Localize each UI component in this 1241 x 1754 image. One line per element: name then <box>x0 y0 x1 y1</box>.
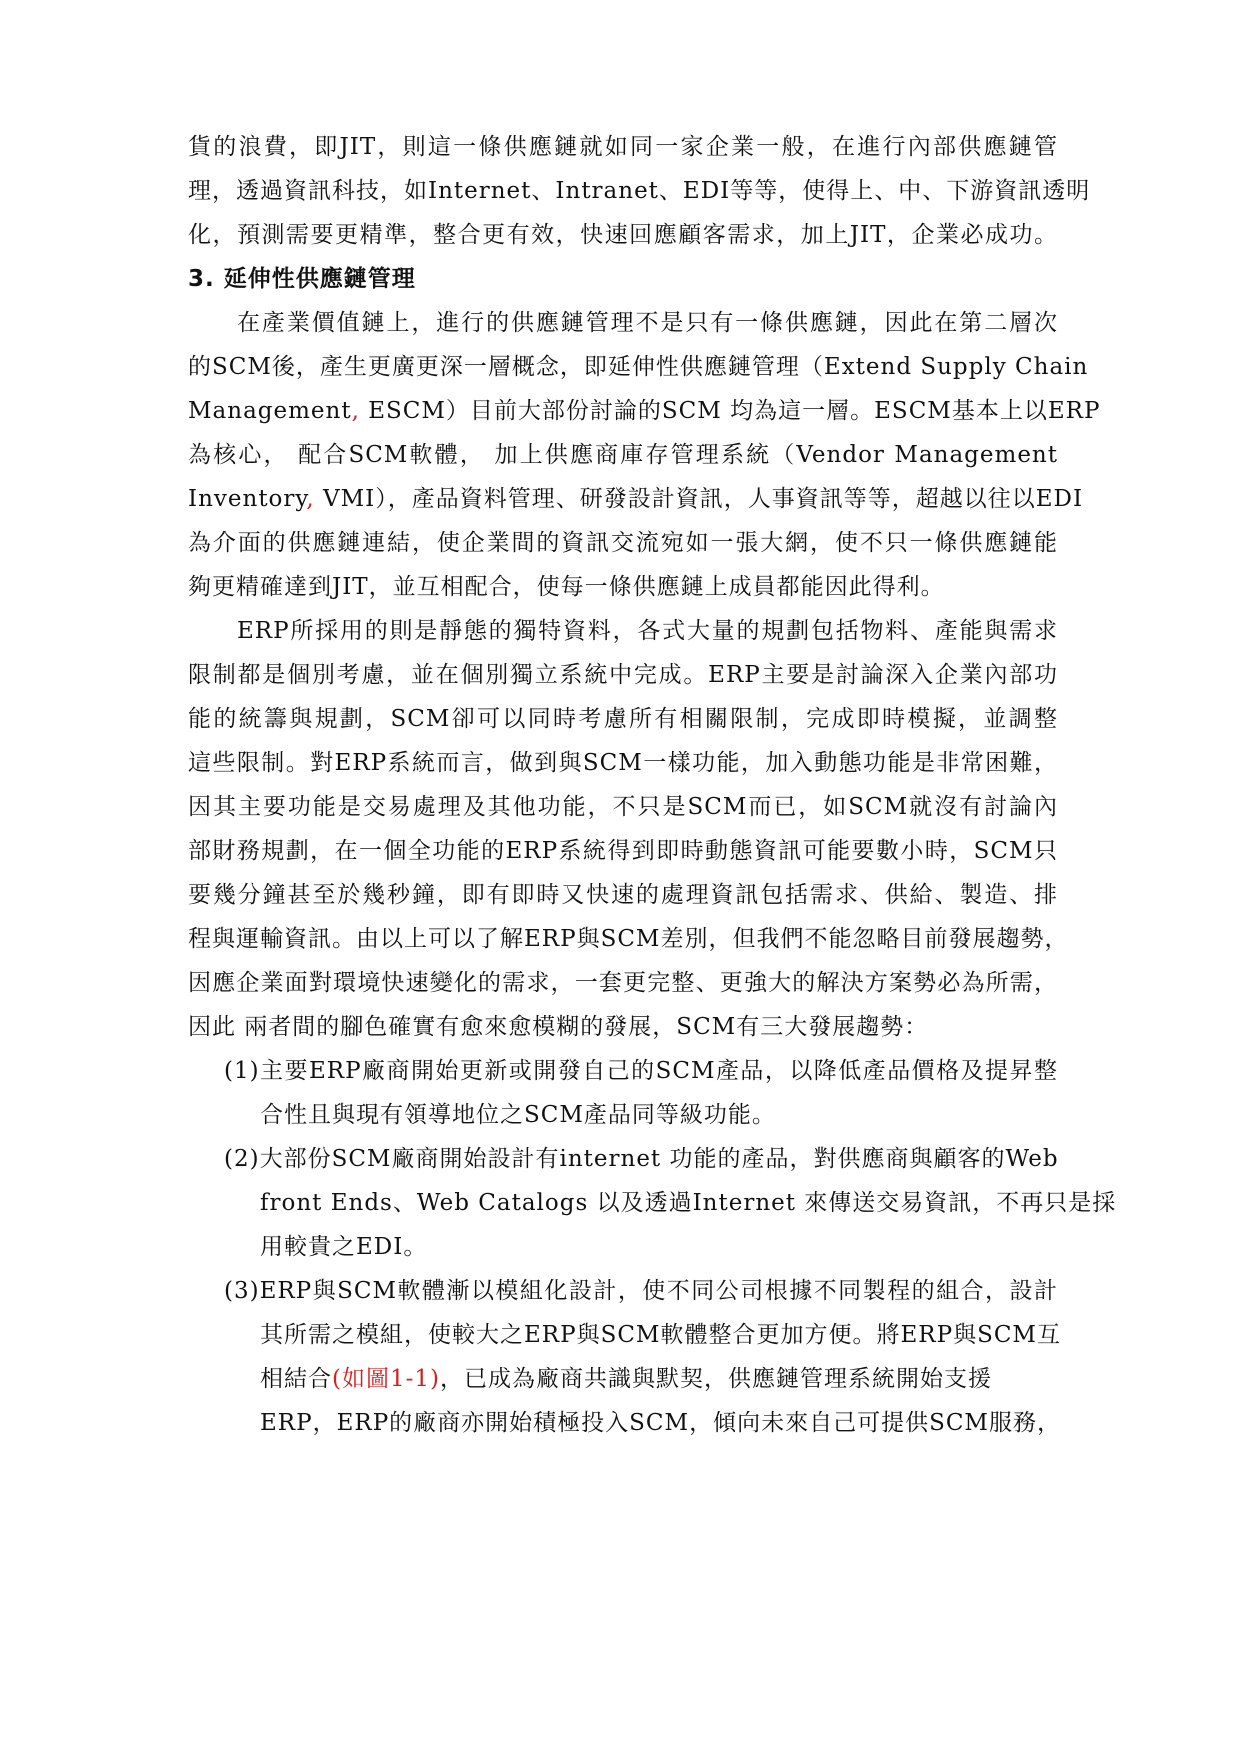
figure-reference: (如圖1-1) <box>332 1366 440 1392</box>
paragraph-line <box>188 396 1101 426</box>
section-heading: 3. 延伸性供應鏈管理 <box>188 266 416 292</box>
paragraph-line: 程與運輸資訊。由以上可以了解ERP與SCM差別，但我們不能忽略目前發展趨勢， <box>188 926 1069 952</box>
highlighted-comma: , <box>351 398 360 424</box>
text-span: ESCM）目前大部份討論的SCM 均為這一層。ESCM基本上以ERP <box>359 398 1101 424</box>
text-span: Management <box>188 398 352 424</box>
text-span: 相結合 <box>260 1366 332 1392</box>
list-item-1-continuation: 合性且與現有領導地位之SCM產品同等級功能。 <box>260 1102 776 1128</box>
paragraph-line: 限制都是個別考慮，並在個別獨立系統中完成。ERP主要是討論深入企業內部功 <box>188 662 1058 688</box>
text-span: VMI），產品資料管理、研發設計資訊，人事資訊等等，超越以往以EDI <box>314 486 1084 512</box>
list-item-3-continuation: ERP，ERP的廠商亦開始積極投入SCM，傾向未來自己可提供SCM服務， <box>260 1410 1061 1436</box>
list-item-3-continuation: 其所需之模組，使較大之ERP與SCM軟體整合更加方便。將ERP與SCM互 <box>260 1322 1061 1348</box>
list-item-3: (3)ERP與SCM軟體漸以模組化設計，使不同公司根據不同製程的組合，設計 <box>224 1278 1058 1304</box>
paragraph-line: 貨的浪費，即JIT，則這一條供應鏈就如同一家企業一般，在進行內部供應鏈管 <box>188 134 1058 160</box>
paragraph-line: 夠更精確達到JIT，並互相配合，使每一條供應鏈上成員都能因此得利。 <box>188 574 945 600</box>
paragraph-line: 要幾分鐘甚至於幾秒鐘，即有即時又快速的處理資訊包括需求、供給、製造、排 <box>188 882 1058 908</box>
highlighted-comma: , <box>306 486 315 512</box>
text-span: Inventory <box>188 486 307 512</box>
paragraph-line: 這些限制。對ERP系統而言，做到與SCM一樣功能，加入動態功能是非常困難， <box>188 750 1058 776</box>
paragraph-line: 理，透過資訊科技，如Internet、Intranet、EDI等等，使得上、中、下游資訊透明 <box>188 178 1091 204</box>
paragraph-line <box>188 484 1084 514</box>
list-item-3-continuation <box>260 1364 1058 1394</box>
paragraph-line: 因其主要功能是交易處理及其他功能，不只是SCM而已，如SCM就沒有討論內 <box>188 794 1058 820</box>
paragraph-line: 因此 兩者間的腳色確實有愈來愈模糊的發展，SCM有三大發展趨勢： <box>188 1014 929 1040</box>
paragraph-line: 在產業價值鏈上，進行的供應鏈管理不是只有一條供應鏈，因此在第二層次 <box>237 310 1058 336</box>
paragraph-line: 化，預測需要更精準，整合更有效，快速回應顧客需求，加上JIT，企業必成功。 <box>188 222 1058 248</box>
text-span: ，已成為廠商共識與默契，供應鏈管理系統開始支援 <box>439 1366 992 1392</box>
paragraph-line: 因應企業面對環境快速變化的需求，一套更完整、更強大的解決方案勢必為所需， <box>188 970 1058 996</box>
list-item-2-continuation: 用較貴之EDI。 <box>260 1234 428 1260</box>
paragraph-line: 為核心， 配合SCM軟體， 加上供應商庫存管理系統（Vendor Management <box>188 442 1058 468</box>
paragraph-line: 為介面的供應鏈連結，使企業間的資訊交流宛如一張大網，使不只一條供應鏈能 <box>188 530 1058 556</box>
list-item-1: (1)主要ERP廠商開始更新或開發自己的SCM產品，以降低產品價格及提昇整 <box>224 1058 1058 1084</box>
paragraph-line: 部財務規劃，在一個全功能的ERP系統得到即時動態資訊可能要數小時，SCM只 <box>188 838 1058 864</box>
paragraph-line: ERP所採用的則是靜態的獨特資料，各式大量的規劃包括物料、產能與需求 <box>237 618 1058 644</box>
list-item-2-continuation: front Ends、Web Catalogs 以及透過Internet 來傳送交易資訊，不再只是採 <box>260 1190 1117 1216</box>
list-item-2: (2)大部份SCM廠商開始設計有internet 功能的產品，對供應商與顧客的Web <box>224 1146 1059 1172</box>
paragraph-line: 能的統籌與規劃，SCM卻可以同時考慮所有相關限制，完成即時模擬，並調整 <box>188 706 1058 732</box>
paragraph-line: 的SCM後，產生更廣更深一層概念，即延伸性供應鏈管理（Extend Supply Chain <box>188 354 1089 380</box>
